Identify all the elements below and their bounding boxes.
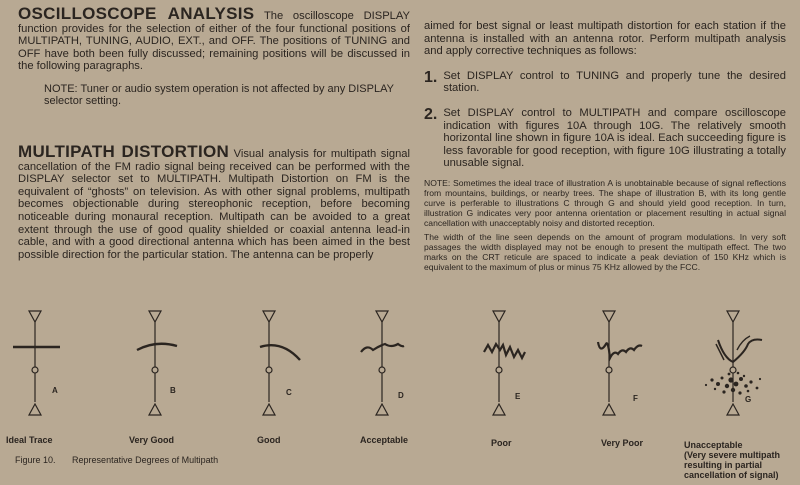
oscilloscope-body: The oscilloscope DISPLAY function provides for the selection of either of the four functional positions of MULTIPATH, TUNING, AUDIO, EXT., and OFF. The positions of TUNING and OFF have both been fully discussed; remaining positions will be discussed in the following paragraphs. <box>18 10 410 73</box>
trace-letter: D <box>398 391 404 400</box>
trace-label: Very Poor <box>601 438 644 448</box>
trace-label: Ideal Trace <box>6 435 53 445</box>
trace-label: Good <box>257 435 281 445</box>
trace-letter: C <box>286 388 292 397</box>
step-text: Set DISPLAY control to TUNING and properly tune the desired station. <box>443 69 786 95</box>
trace-label: Unacceptable <box>684 440 743 450</box>
trace-letter: F <box>633 394 638 403</box>
oscilloscope-note: NOTE: Tuner or audio system operation is not affected by any DISPLAY selector setting. <box>44 82 394 108</box>
trace-letter: B <box>170 386 176 395</box>
trace-g-label <box>684 440 800 480</box>
trace-g <box>716 311 762 415</box>
trace-a <box>13 311 60 415</box>
left-column <box>18 4 410 261</box>
note-reflections: NOTE: Sometimes the ideal trace of illustration A is unobtainable because of signal reflections from mountains, buildings, or nearby trees. The shape of illustration B, with its long gentle curve is perferable to illustrations C through G and should yield good reception. In turn, illustration G indicates very poor antenna orientation or placement resulting in actual signal cancellation with unacceptably noisy and distorted reception. <box>424 177 786 228</box>
figure-caption <box>15 455 218 465</box>
oscilloscope-heading: OSCILLOSCOPE ANALYSIS <box>18 4 255 23</box>
note-line-width: The width of the line seen depends on the amount of program modulations. In very soft passages the width displayed may not be enough to present the multipath effect. The two marks on the CRT reticule are spaced to indicate a peak deviation of 150 KHz which is equivalent to the maximum of plus or minus 75 KHz allowed by the FCC. <box>424 231 786 272</box>
figure-caption-text: Representative Degrees of Multipath <box>72 455 219 465</box>
figure-number: Figure 10. <box>15 455 56 465</box>
trace-c <box>260 311 300 415</box>
trace-label: Acceptable <box>360 435 409 445</box>
trace-letter: G <box>745 395 752 404</box>
figure-10 <box>0 300 800 485</box>
multipath-body: Visual analysis for multipath signal cancellation of the FM radio signal being received can be performed with the DISPLAY selector set to MULTIPATH. Multipath Distortion on FM is the equivalent of “ghosts” on television. As with other signal problems, multipath becomes objectionable during stereophonic reception, before becoming noticeable during monaural reception. Multipath can be avoided to a great extent through the use of good quality shielded or coaxial antenna lead-in cable, and with a good directional antenna which has been aimed in the best possible direction for the particular station. The antenna can be properly <box>18 147 410 261</box>
trace-b <box>137 311 177 415</box>
step-1 <box>424 70 786 95</box>
trace-letter: A <box>52 386 58 395</box>
right-intro: aimed for best signal or least multipath distortion for each station if the antenna is installed with an antenna rotor. Perform multipath analysis and apply corrective techniques as follows: <box>424 20 786 58</box>
trace-label: Poor <box>491 438 512 448</box>
multipath-heading: MULTIPATH DISTORTION <box>18 141 230 161</box>
step-2 <box>424 107 786 170</box>
oscilloscope-section <box>18 4 410 73</box>
step-text: Set DISPLAY control to MULTIPATH and compare oscilloscope indication with figures 10A through 10G. The relatively smooth horizontal line shown in figure 10A is ideal. Each succeeding figure is less favorable for good reception, with figure 10G illustrating a totally unusable signal. <box>443 106 786 170</box>
trace-g-note: (Very severe multipath resulting in partial cancellation of signal) <box>684 450 781 480</box>
multipath-section <box>18 141 410 261</box>
right-column <box>424 20 786 272</box>
step-number: 1. <box>424 68 438 86</box>
multipath-traces <box>0 300 800 440</box>
step-number: 2. <box>424 105 438 123</box>
trace-letter: E <box>515 392 521 401</box>
trace-label: Very Good <box>129 435 175 445</box>
